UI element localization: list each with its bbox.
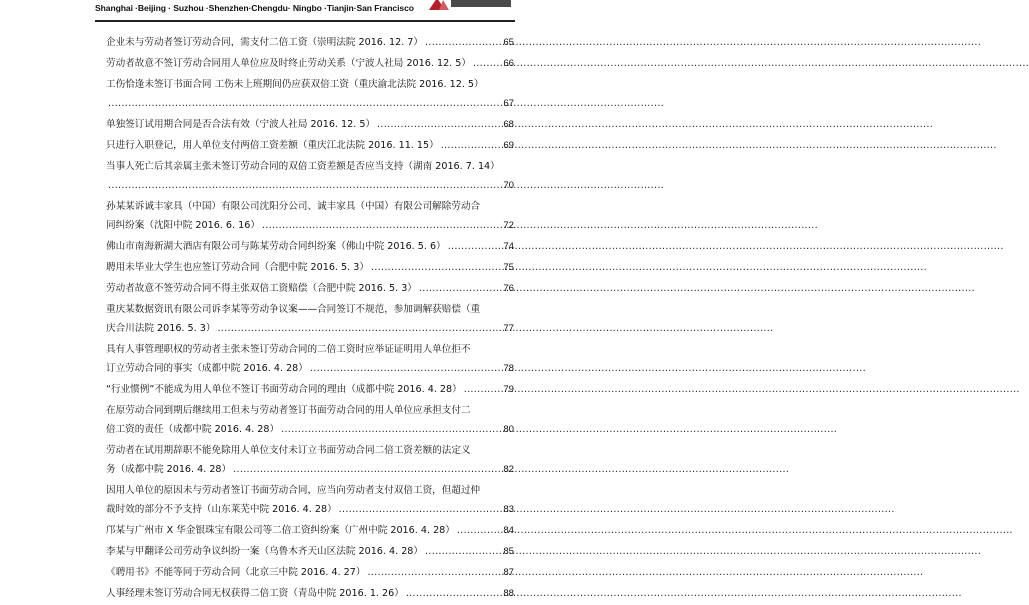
toc-page-number: 87 bbox=[503, 567, 514, 578]
toc-entry-title: 只进行入职登记，用人单位支付两倍工资差额（重庆江北法院 2016. 11. 15） bbox=[106, 140, 439, 151]
toc-entry[interactable] bbox=[106, 279, 514, 300]
toc-entry-title-cont: 务（成都中院 2016. 4. 28） bbox=[106, 464, 232, 475]
toc-entry-title: 人事经理未签订劳动合同无权获得二倍工资（青岛中院 2016. 1. 26） bbox=[106, 588, 404, 599]
toc-entry-title-cont: 倍工资的责任（成都中院 2016. 4. 28） bbox=[106, 424, 280, 435]
toc-entry[interactable] bbox=[106, 33, 514, 54]
toc-entry[interactable] bbox=[106, 157, 514, 195]
toc-page-number: 84 bbox=[503, 525, 514, 536]
toc-entry[interactable] bbox=[106, 258, 514, 279]
toc-leader-dots bbox=[281, 420, 501, 439]
toc-entry[interactable] bbox=[106, 136, 514, 157]
toc-entry-title: 聘用未毕业大学生也应签订劳动合同（合肥中院 2016. 5. 3） bbox=[106, 262, 369, 273]
toc-leader-dots bbox=[367, 563, 501, 582]
toc-page-number: 72 bbox=[503, 220, 514, 231]
toc-entry-title: 重庆某数据资讯有限公司诉李某等劳动争议案——合同签订不规范，参加调解获赔偿（重 bbox=[106, 304, 481, 315]
toc-entry-title-cont: 同纠纷案（沈阳中院 2016. 6. 16） bbox=[106, 220, 260, 231]
toc-page-number: 80 bbox=[503, 424, 514, 435]
toc-entry-title: 劳动者故意不签劳动合同不得主张双倍工资赔偿（合肥中院 2016. 5. 3） bbox=[106, 283, 417, 294]
toc-leader-dots bbox=[310, 359, 501, 378]
toc-entry[interactable] bbox=[106, 75, 514, 113]
firm-logo bbox=[423, 0, 515, 10]
toc-leader-dots bbox=[425, 33, 501, 52]
toc-entry-title: 劳动者故意不签订劳动合同用人单位应及时终止劳动关系（宁波人社局 2016. 12. 5） bbox=[106, 58, 471, 69]
toc-entry[interactable] bbox=[106, 237, 514, 258]
toc-entry[interactable] bbox=[106, 584, 514, 605]
toc-leader-dots bbox=[457, 521, 501, 540]
toc-entry[interactable] bbox=[106, 481, 514, 519]
header-cities: Shanghai ·Beijing · Suzhou ·Shenzhen·Chengdu· Ningbo ·Tianjin·San Francisco bbox=[95, 3, 414, 13]
toc-entry-title-cont: 订立劳动合同的事实（成都中院 2016. 4. 28） bbox=[106, 363, 308, 374]
toc-entry-title: 当事人死亡后其亲属主张未签订劳动合同的双倍工资差额是否应当支持（湖南 2016. 7. 14） bbox=[106, 161, 500, 172]
toc-page-number: 75 bbox=[503, 262, 514, 273]
toc-page-number: 74 bbox=[503, 241, 514, 252]
toc-entry-title: 邝某与广州市 X 华金银珠宝有限公司等二倍工资纠纷案（广州中院 2016. 4. 28） bbox=[106, 525, 455, 536]
toc-entry-title: 劳动者在试用期辞职不能免除用人单位支付未订立书面劳动合同二倍工资差额的法定义 bbox=[106, 445, 471, 456]
toc-leader-dots bbox=[339, 500, 502, 519]
toc-leader-dots bbox=[371, 258, 501, 277]
toc-entry-title: 在原劳动合同到期后继续用工但未与劳动者签订书面劳动合同的用人单位应承担支付二 bbox=[106, 405, 471, 416]
toc-entry-title: 具有人事管理职权的劳动者主张未签订劳动合同的二倍工资时应举证证明用人单位拒不 bbox=[106, 344, 471, 355]
toc-entry[interactable] bbox=[106, 115, 514, 136]
toc-page-number: 82 bbox=[503, 464, 514, 475]
toc-page-number: 78 bbox=[503, 363, 514, 374]
toc-entry[interactable] bbox=[106, 197, 514, 235]
toc-page-number: 69 bbox=[503, 140, 514, 151]
toc-entry-title: “行业惯例”不能成为用人单位不签订书面劳动合同的理由（成都中院 2016. 4. 28） bbox=[106, 384, 462, 395]
toc-leader-dots bbox=[406, 584, 502, 603]
toc-leader-dots bbox=[419, 279, 501, 298]
toc-entry[interactable] bbox=[106, 380, 514, 401]
toc-leader-dots bbox=[262, 216, 501, 235]
toc-entry[interactable] bbox=[106, 521, 514, 542]
toc-entry-title: 单独签订试用期合同是否合法有效（宁波人社局 2016. 12. 5） bbox=[106, 119, 376, 130]
toc-leader-dots bbox=[108, 94, 501, 113]
toc-leader-dots bbox=[448, 237, 502, 256]
toc-entry[interactable] bbox=[106, 340, 514, 378]
toc-entry-title-cont: 裁时效的部分不予支持（山东莱芜中院 2016. 4. 28） bbox=[106, 504, 337, 515]
toc-entry-title: 《聘用书》不能等同于劳动合同（北京三中院 2016. 4. 27） bbox=[106, 567, 366, 578]
toc-entry-title: 工伤恰逢未签订书面合同 工伤未上班期间仍应获双倍工资（重庆渝北法院 2016. 12. 5） bbox=[106, 79, 484, 90]
toc-leader-dots bbox=[233, 460, 501, 479]
toc-leader-dots bbox=[473, 54, 501, 73]
toc-page-number: 70 bbox=[503, 180, 514, 191]
toc-entry[interactable] bbox=[106, 542, 514, 563]
toc-entry[interactable] bbox=[106, 563, 514, 584]
page-header bbox=[95, 0, 515, 22]
toc-entry-title: 李某与甲翻译公司劳动争议纠纷一案（乌鲁木齐天山区法院 2016. 4. 28） bbox=[106, 546, 424, 557]
toc-entry-title: 因用人单位的原因未与劳动者签订书面劳动合同，应当向劳动者支付双倍工资，但超过仲 bbox=[106, 485, 481, 496]
toc-page-number: 66 bbox=[503, 58, 514, 69]
toc-page-number: 83 bbox=[503, 504, 514, 515]
toc-page-number: 76 bbox=[503, 283, 514, 294]
toc-leader-dots bbox=[108, 176, 501, 195]
toc-page-number: 68 bbox=[503, 119, 514, 130]
toc-entry-title: 孙某某诉诚丰家具（中国）有限公司沈阳分公司、诚丰家具（中国）有限公司解除劳动合 bbox=[106, 201, 481, 212]
toc-page-number: 85 bbox=[503, 546, 514, 557]
toc-entry[interactable] bbox=[106, 401, 514, 439]
toc-leader-dots bbox=[464, 380, 502, 399]
toc-entry-title: 企业未与劳动者签订劳动合同，需支付二倍工资（崇明法院 2016. 12. 7） bbox=[106, 37, 424, 48]
toc-page-number: 77 bbox=[503, 323, 514, 334]
toc-entry[interactable] bbox=[106, 441, 514, 479]
toc-page-number: 67 bbox=[503, 98, 514, 109]
toc-entry[interactable] bbox=[106, 300, 514, 338]
toc-entry[interactable] bbox=[106, 54, 514, 75]
toc-entry-title: 佛山市南海新湖大酒店有限公司与陈某劳动合同纠纷案（佛山中院 2016. 5. 6） bbox=[106, 241, 446, 252]
toc-leader-dots bbox=[441, 136, 502, 155]
toc-leader-dots bbox=[377, 115, 501, 134]
toc-page-number: 65 bbox=[503, 37, 514, 48]
toc-leader-dots bbox=[217, 319, 501, 338]
toc-entry-title-cont: 庆合川法院 2016. 5. 3） bbox=[106, 323, 216, 334]
toc-page-number: 88 bbox=[503, 588, 514, 599]
table-of-contents bbox=[106, 33, 514, 605]
toc-leader-dots bbox=[425, 542, 501, 561]
toc-page-number: 79 bbox=[503, 384, 514, 395]
